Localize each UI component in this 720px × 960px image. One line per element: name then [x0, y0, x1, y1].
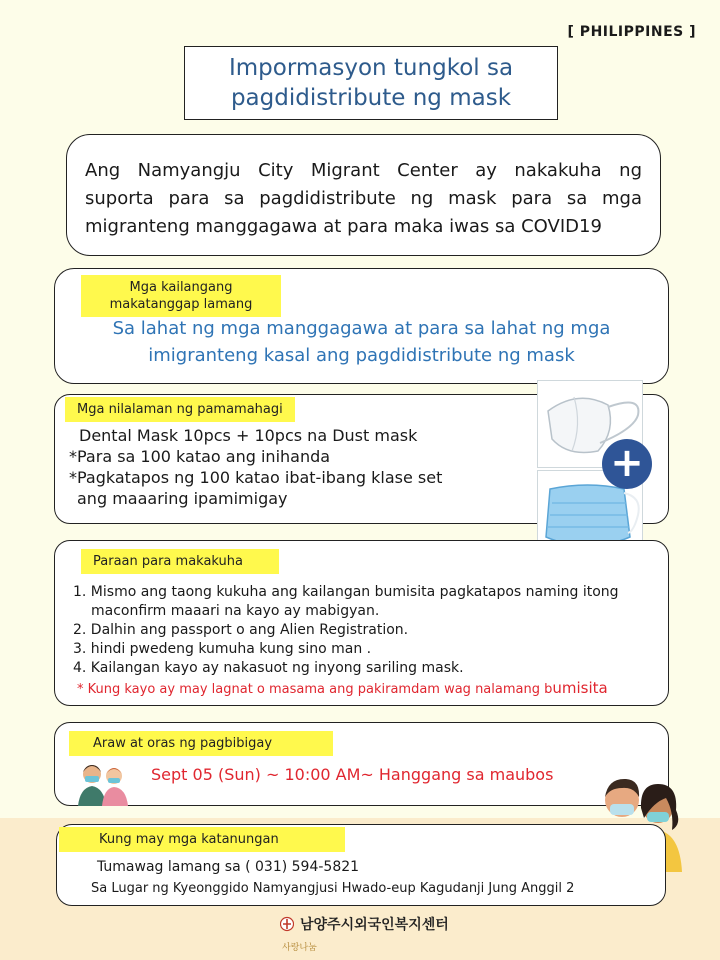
method-list: [73, 583, 663, 678]
method-item: 3. hindi pwedeng kumuha kung sino man .: [73, 641, 372, 657]
title-line-2: pagdidistribute ng mask: [230, 85, 512, 111]
contents-lines: [69, 425, 442, 509]
intro-line-3: migranteng manggagawa at para maka iwas sa COVID19: [85, 216, 602, 237]
page-title: [184, 46, 558, 120]
method-tag: Paraan para makakuha: [81, 549, 279, 574]
contents-line-4: ang maaaring ipamimigay: [77, 489, 288, 508]
eligible-tag: Mga kailangang makatanggap lamang: [81, 275, 281, 317]
intro-line-2: suporta para sa pagdidistribute ng mask para sa mga: [85, 188, 642, 209]
plus-icon: +: [602, 439, 652, 489]
title-line-1: Impormasyon tungkol sa: [228, 55, 514, 81]
contact-tag: Kung may mga katanungan: [59, 827, 345, 852]
method-card: [54, 540, 669, 706]
masked-people-small-icon: [76, 760, 132, 808]
schedule-card: [54, 722, 669, 806]
org-emblem-icon: [280, 916, 294, 932]
eligible-line-1: Sa lahat ng mga manggagawa at para sa lahat ng mga: [112, 318, 611, 339]
org-sub-logo: 사랑나눔: [282, 943, 317, 953]
contact-card: [56, 824, 666, 906]
contact-phone: Tumawag lamang sa ( 031) 594-5821: [97, 859, 360, 875]
method-item: 1. Mismo ang taong kukuha ang kailangan bumisita pagkatapos naming itong maconfirm maaari na kayo ay mabigyan.: [73, 584, 619, 619]
method-item: 2. Dalhin ang passport o ang Alien Registration.: [73, 622, 409, 638]
org-name: 남양주시외국인복지센터: [300, 917, 449, 933]
contents-tag: Mga nilalaman ng pamamahagi: [65, 397, 295, 422]
contents-line-1: Dental Mask 10pcs + 10pcs na Dust mask: [79, 426, 418, 445]
schedule-date: Sept 05 (Sun) ~ 10:00 AM~ Hanggang sa maubos: [151, 765, 554, 784]
eligible-card: [54, 268, 669, 384]
intro-line-1: Ang Namyangju City Migrant Center ay nakakuha ng: [85, 160, 642, 181]
method-note-end: umisita: [552, 679, 608, 697]
schedule-tag: Araw at oras ng pagbibigay: [69, 731, 333, 756]
contents-line-2: *Para sa 100 katao ang inihanda: [69, 447, 331, 466]
eligible-line-2: imigranteng kasal ang pagdidistribute ng mask: [148, 345, 575, 366]
method-note: [77, 679, 608, 697]
intro-card: [66, 134, 661, 256]
contact-address: Sa Lugar ng Kyeonggido Namyangjusi Hwado-eup Kagudanji Jung Anggil 2: [91, 881, 575, 896]
eligible-text: [55, 315, 668, 369]
org-logo: [280, 914, 449, 934]
method-note-main: * Kung kayo ay may lagnat o masama ang pakiramdam wag nalamang b: [77, 682, 553, 697]
method-item: 4. Kailangan kayo ay nakasuot ng inyong sariling mask.: [73, 660, 464, 676]
contents-line-3: *Pagkatapos ng 100 katao ibat-ibang klase set: [69, 468, 443, 487]
country-label: [ PHILIPPINES ]: [567, 24, 696, 40]
